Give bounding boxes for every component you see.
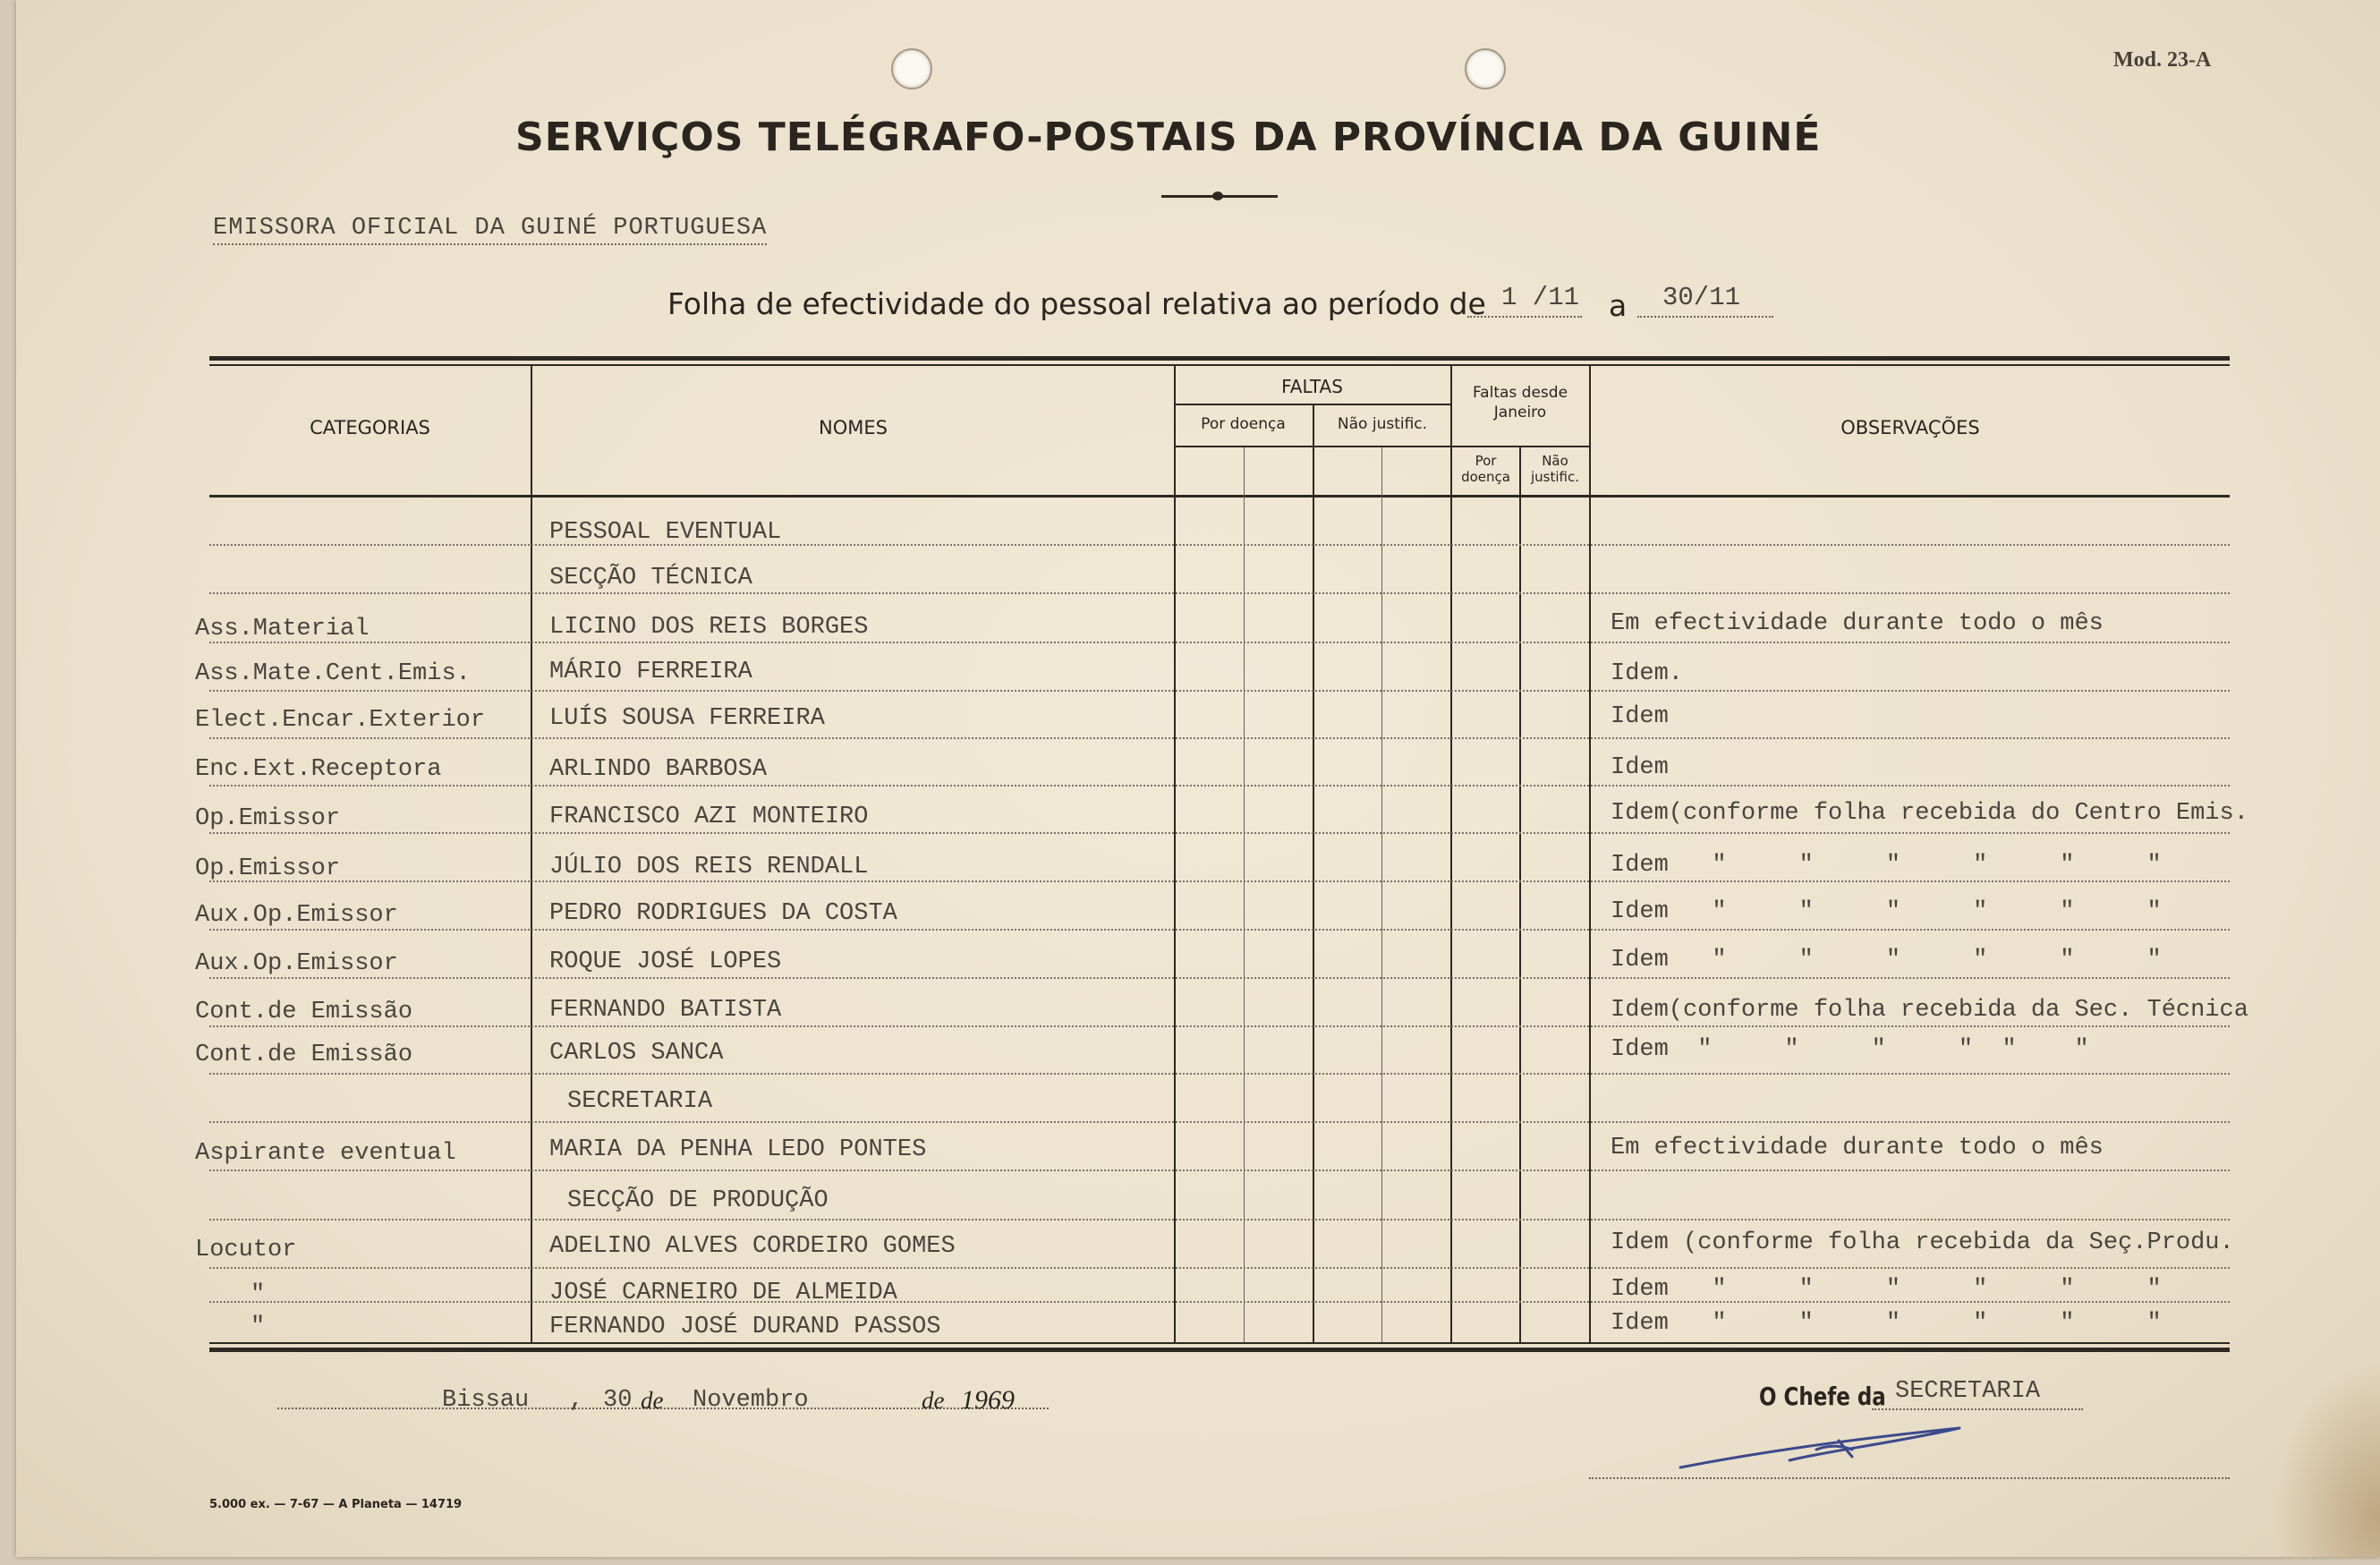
date-de-1: de — [641, 1387, 664, 1414]
row-nome: ROQUE JOSÉ LOPES — [549, 948, 782, 975]
date-month: Novembro — [693, 1387, 809, 1414]
row-nome: JOSÉ CARNEIRO DE ALMEIDA — [549, 1280, 897, 1306]
row-obs: Em efectividade durante todo o mês — [1611, 1135, 2104, 1161]
section-label: PESSOAL EVENTUAL — [549, 519, 782, 546]
row-nome: MÁRIO FERREIRA — [549, 659, 752, 685]
row-categoria: Ass.Material — [195, 616, 370, 642]
row-categoria: Elect.Encar.Exterior — [195, 707, 486, 734]
row-line — [209, 832, 2230, 834]
period-connector: a — [1609, 288, 1628, 323]
signature — [1673, 1423, 1977, 1476]
row-obs: Idem — [1611, 703, 1669, 730]
header-faltas: FALTAS — [1281, 376, 1343, 397]
header-por-doenca: Por doença — [1201, 415, 1286, 433]
row-nome: LUÍS SOUSA FERREIRA — [549, 705, 825, 732]
chefe-unit: SECRETARIA — [1872, 1378, 2083, 1410]
row-line — [209, 642, 2230, 643]
row-obs: Idem " " " " " " — [1611, 898, 2162, 925]
date-year: 1969 — [961, 1385, 1015, 1415]
row-line — [209, 1025, 2230, 1027]
printer-note: 5.000 ex. — 7-67 — A Planeta — 14719 — [209, 1498, 463, 1511]
row-categoria: " — [251, 1281, 266, 1308]
row-line — [209, 1169, 2230, 1171]
row-obs: Idem " " " " " " — [1611, 852, 2162, 879]
faltas-sub-rule — [1174, 446, 1450, 447]
section-label: SECÇÃO TÉCNICA — [549, 565, 752, 591]
row-obs: Idem " " " " " " — [1611, 1310, 2162, 1337]
row-line — [209, 1121, 2230, 1123]
row-categoria: Aux.Op.Emissor — [195, 902, 398, 929]
header-sub-nao-justific: Não justific. — [1530, 453, 1579, 485]
row-line — [209, 1267, 2230, 1269]
row-categoria: Aux.Op.Emissor — [195, 950, 398, 977]
col-sep-nomes — [531, 366, 532, 1342]
table-top-rule — [209, 356, 2230, 361]
header-faltas-desde: Faltas desde Janeiro — [1472, 384, 1568, 421]
header-categorias: CATEGORIAS — [310, 417, 430, 438]
row-obs: Idem (conforme folha recebida da Seç.Produ. — [1611, 1229, 2234, 1256]
table-bottom-rule-thin — [209, 1342, 2230, 1344]
col-sep-obs — [1589, 366, 1591, 1342]
row-nome: ARLINDO BARBOSA — [549, 756, 768, 783]
period-to: 30/11 — [1637, 283, 1773, 318]
col-sep-desde — [1450, 366, 1452, 1342]
faltas-header-rule — [1174, 404, 1450, 405]
col-sep-faltas — [1174, 366, 1176, 1342]
station-name: EMISSORA OFICIAL DA GUINÉ PORTUGUESA — [213, 215, 767, 245]
row-nome: JÚLIO DOS REIS RENDALL — [549, 854, 869, 880]
row-nome: FERNANDO BATISTA — [549, 997, 782, 1024]
table-top-rule-thin — [209, 364, 2230, 366]
row-nome: CARLOS SANCA — [549, 1040, 724, 1067]
row-nome: LICINO DOS REIS BORGES — [549, 614, 869, 641]
row-categoria: Op.Emissor — [195, 805, 341, 832]
chefe-label: O Chefe da — [1759, 1382, 1886, 1411]
row-line — [209, 880, 2230, 882]
header-nao-justific: Não justific. — [1337, 415, 1428, 433]
date-comma: , — [569, 1387, 584, 1414]
row-obs: Idem " " " " " " — [1611, 947, 2162, 974]
row-line — [209, 929, 2230, 931]
row-line — [209, 785, 2230, 787]
col-sep-desde-mid — [1519, 447, 1521, 1342]
period-from: 1 /11 — [1467, 283, 1582, 318]
row-obs: Idem(conforme folha recebida do Centro Emis. — [1611, 800, 2248, 827]
punch-hole-left — [891, 48, 932, 89]
header-bottom-rule — [209, 495, 2230, 498]
punch-hole-right — [1465, 48, 1506, 89]
col-sep-doenca-sub — [1244, 447, 1245, 1342]
row-categoria: Aspirante eventual — [195, 1140, 456, 1167]
row-obs: Em efectividade durante todo o mês — [1611, 610, 2104, 637]
desde-sub-rule — [1450, 446, 1589, 447]
row-categoria: Ass.Mate.Cent.Emis. — [195, 660, 471, 687]
col-sep-nao-sub — [1381, 447, 1382, 1342]
header-observacoes: OBSERVAÇÕES — [1840, 417, 1980, 438]
form-code: Mod. 23-A — [2113, 48, 2212, 72]
row-line — [209, 592, 2230, 594]
row-nome: MARIA DA PENHA LEDO PONTES — [549, 1136, 927, 1163]
signature-line — [1589, 1476, 2230, 1479]
row-line — [209, 690, 2230, 692]
row-obs: Idem. — [1611, 660, 1684, 687]
table-bottom-rule — [209, 1348, 2230, 1352]
row-categoria: " — [251, 1314, 266, 1340]
row-categoria: Op.Emissor — [195, 855, 341, 882]
row-line — [209, 1073, 2230, 1075]
row-line — [209, 1219, 2230, 1221]
paper-stain — [2273, 1360, 2380, 1557]
row-line — [209, 977, 2230, 979]
row-nome: PEDRO RODRIGUES DA COSTA — [549, 900, 897, 927]
row-line — [209, 737, 2230, 739]
row-categoria: Cont.de Emissão — [195, 1042, 413, 1068]
date-de-2: de — [922, 1387, 945, 1414]
period-label: Folha de efectividade do pessoal relativa ao período de — [667, 286, 1486, 321]
row-categoria: Enc.Ext.Receptora — [195, 756, 442, 783]
date-place: Bissau — [442, 1387, 530, 1414]
header-sub-por-doenca: Por doença — [1461, 453, 1510, 485]
header-nomes: NOMES — [819, 417, 888, 438]
row-obs: Idem " " " " " " — [1611, 1036, 2089, 1063]
row-obs: Idem — [1611, 754, 1669, 781]
section-label: SECRETARIA — [567, 1088, 713, 1115]
date-day: 30 — [603, 1387, 633, 1414]
row-line — [209, 544, 2230, 546]
row-nome: ADELINO ALVES CORDEIRO GOMES — [549, 1233, 956, 1260]
row-categoria: Cont.de Emissão — [195, 999, 413, 1025]
row-nome: FRANCISCO AZI MONTEIRO — [549, 804, 869, 830]
row-categoria: Locutor — [195, 1237, 297, 1263]
row-obs: Idem " " " " " " — [1611, 1276, 2162, 1303]
row-obs: Idem(conforme folha recebida da Sec. Técnica — [1611, 997, 2248, 1024]
title-divider-dot — [1212, 191, 1223, 200]
section-label: SECÇÃO DE PRODUÇÃO — [567, 1187, 829, 1214]
main-title: SERVIÇOS TELÉGRAFO-POSTAIS DA PROVÍNCIA DA GUINÉ — [515, 115, 1822, 160]
row-nome: FERNANDO JOSÉ DURAND PASSOS — [549, 1314, 941, 1340]
